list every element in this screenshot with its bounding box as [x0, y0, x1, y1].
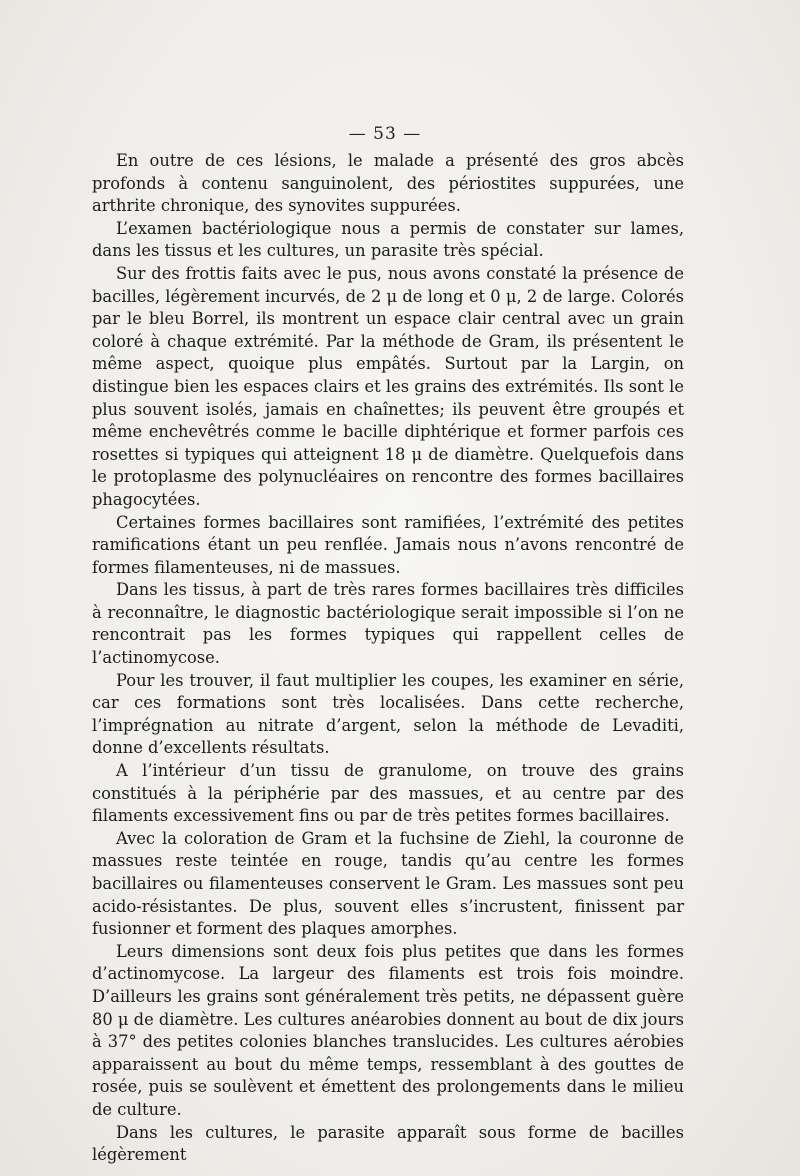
- paragraph-2: L’examen bactériologique nous a permis de constater sur lames, dans les tissus et les cultures, un parasite très spécial.: [92, 218, 684, 261]
- paragraph-5: Dans les tissus, à part de très rares formes bacillaires très difficiles à reconnaître, le diagnostic bactériologique serait impossible si l’on ne rencontrait pas les formes typiques qui rappellent celles de l’actinomycose.: [92, 580, 684, 668]
- paragraph-4: Certaines formes bacillaires sont ramifiées, l’extrémité des petites ramifications étant un peu renflée. Jamais nous n’avons rencontré de formes filamenteuses, ni de massues.: [92, 512, 684, 577]
- paragraph-7: A l’intérieur d’un tissu de granulome, on trouve des grains constitués à la périphérie par des massues, et au centre par des filaments excessivement fins ou par de très petites formes bacillaires.: [92, 761, 684, 826]
- paragraph-10: Dans les cultures, le parasite apparaît sous forme de bacilles légèrement: [92, 1122, 684, 1165]
- paragraph-8: Avec la coloration de Gram et la fuchsine de Ziehl, la couronne de massues reste teintée en rouge, tandis qu’au centre les formes bacillaires ou filamenteuses conservent le Gram. Les massues sont peu acido-résistantes. De plus, souvent elles s’incrustent, finissent par fusionner et forment des plaques amorphes.: [92, 828, 684, 939]
- paragraph-6: Pour les trouver, il faut multiplier les coupes, les examiner en série, car ces formations sont très localisées. Dans cette recherche, l’imprégnation au nitrate d’argent, selon la méthode de Levaditi, donne d’excellents résultats.: [92, 670, 684, 758]
- page-number: — 53 —: [348, 124, 422, 144]
- body-text: [92, 150, 684, 1167]
- paragraph-3: Sur des frottis faits avec le pus, nous avons constaté la présence de bacilles, légèrement incurvés, de 2 μ de long et 0 μ, 2 de large. Colorés par le bleu Borrel, ils montrent un espace clair central avec un grain coloré à chaque extrémité. Par la méthode de Gram, ils présentent le même aspect, quoique plus empâtés. Surtout par la Largin, on distingue bien les espaces clairs et les grains des extrémités. Ils sont le plus souvent isolés, jamais en chaînettes; ils peuvent être groupés et même enchevêtrés comme le bacille diphtérique et former parfois ces rosettes si typiques qui atteignent 18 μ de diamètre. Quelquefois dans le protoplasme des polynucléaires on rencontre des formes bacillaires phagocytées.: [92, 263, 684, 509]
- paragraph-1: En outre de ces lésions, le malade a présenté des gros abcès profonds à contenu sanguinolent, des périostites suppurées, une arthrite chronique, des synovites suppurées.: [92, 151, 684, 216]
- paragraph-9: Leurs dimensions sont deux fois plus petites que dans les formes d’actinomycose. La largeur des filaments est trois fois moindre. D’ailleurs les grains sont généralement très petits, ne dépassent guère 80 μ de diamètre. Les cultures anéarobies donnent au bout de dix jours à 37° des petites colonies blanches translucides. Les cultures aérobies apparaissent au bout du même temps, ressemblant à des gouttes de rosée, puis se soulèvent et émettent des prolongements dans le milieu de culture.: [92, 941, 684, 1119]
